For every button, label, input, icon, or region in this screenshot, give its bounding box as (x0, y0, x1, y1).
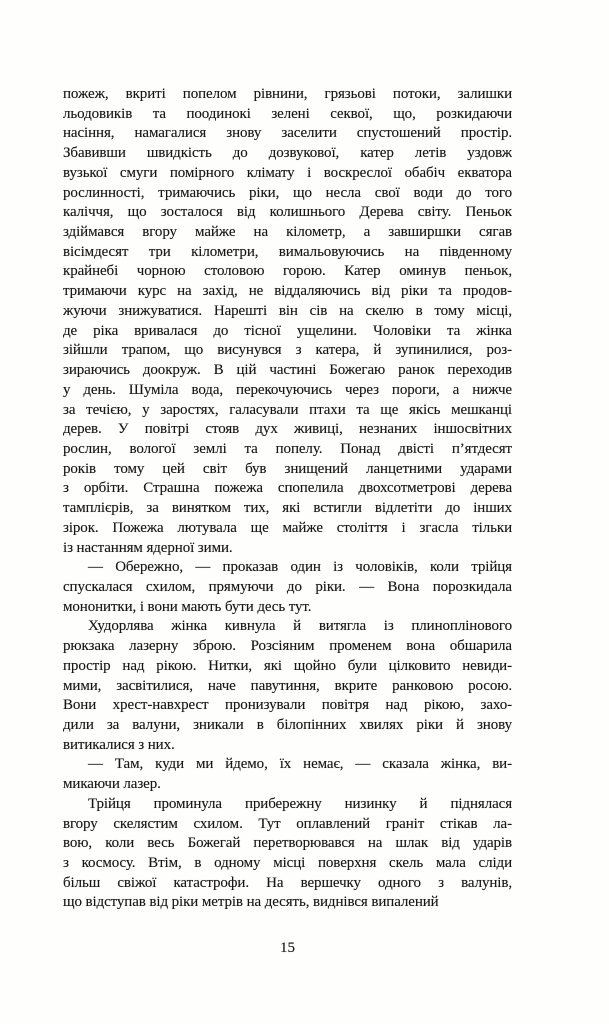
text-line: із настанням ядерної зими. (63, 539, 233, 556)
text-line: зірок. Пожежа лютувала ще майже століття і згасла тільки (63, 519, 512, 536)
text-line: — Там, куди ми йдемо, їх немає, — сказала жінка, ви- (88, 756, 512, 773)
text-line: вою, коли весь Божегай перетворювався на шлак від ударів (63, 835, 512, 852)
page-text-block (63, 85, 512, 913)
text-line: каліччя, що зосталося від колишнього Дерева світу. Пеньок (63, 204, 512, 221)
text-line: спускалася схилом, прямуючи до ріки. — Вона порозкидала (63, 578, 512, 595)
text-line: микаючи лазер. (63, 776, 161, 793)
text-line: льодовиків та поодинокі зелені секвої, що, розкидаючи (63, 105, 512, 122)
text-line: мими, засвітилися, наче павутиння, вкрите ранковою росою. (63, 677, 512, 694)
text-line: років тому цей світ був знищений ланцетними ударами (63, 460, 512, 477)
text-line: насіння, намагалися знову заселити спустошений простір. (63, 125, 512, 142)
text-line: крайнебі чорною столовою горою. Катер оминув пеньок, (63, 263, 512, 280)
text-line: де ріка вривалася до тісної ущелини. Чоловіки та жінка (63, 322, 512, 339)
text-line: дерев. У повітрі стояв дух живиці, незнаних іншосвітних (63, 421, 512, 438)
text-line: Худорлява жінка кивнула й витягла із плиноплінового (88, 618, 512, 635)
text-line: мононитки, і вони мають бути десь тут. (63, 598, 312, 615)
text-line: здіймався вгору майже на кілометр, а завширшки сягав (63, 224, 512, 241)
text-line: Вони хрест-навхрест пронизували повітря над рікою, захо- (63, 697, 512, 714)
text-line: зійшли трапом, що висунувся з катера, й зупинилися, роз- (63, 342, 512, 359)
text-line: вгору скелястим схилом. Тут оплавлений граніт стікав ла- (63, 815, 512, 832)
text-line: рюкзака лазерну зброю. Розсіяним променем вона обшарила (63, 638, 512, 655)
page-number: 15 (280, 940, 295, 956)
text-line: більш свіжої катастрофи. На вершечку одного з валунів, (63, 874, 512, 891)
text-line: пожеж, вкриті попелом рівнини, грязьові потоки, залишки (63, 86, 512, 102)
text-line: рослинності, тримаючись ріки, що несла свої води до того (63, 184, 512, 201)
text-line: жуючи знижуватися. Нарешті він сів на скелю в тому місці, (63, 302, 512, 319)
text-line: зираючись доокруж. В цій частині Божегаю ранок переходив (63, 362, 512, 379)
text-line: — Обережно, — проказав один із чоловіків, коли трійця (88, 559, 512, 576)
text-line: вузької смуги помірного клімату і воскреслої обабіч екватора (63, 164, 512, 181)
text-line: що відступав від ріки метрів на десять, виднівся випалений (63, 894, 439, 911)
text-line: за течією, у заростях, галасували птахи та ще якісь мешканці (63, 401, 512, 418)
text-line: рослин, вологої землі та попелу. Понад двісті п’ятдесят (63, 440, 512, 457)
text-line: Трійця проминула прибережну низинку й піднялася (88, 795, 512, 812)
text-line: тамплієрів, за винятком тих, які встигли відлетіти до інших (63, 500, 512, 517)
text-line: Збавивши швидкість до дозвукової, катер летів уздовж (63, 145, 512, 162)
text-line: вісімдесят три кілометри, вимальовуючись на південному (63, 243, 512, 260)
text-line: дили за валуни, зникали в білопінних хвилях ріки й знову (63, 717, 512, 733)
text-line: з космосу. Втім, в одному місці поверхня скель мала сліди (63, 855, 512, 872)
text-line: з орбіти. Страшна пожежа спопелила двохсотметрові дерева (63, 480, 512, 497)
text-line: простір над рікою. Нитки, які щойно були цілковито невиди- (63, 657, 512, 674)
text-line: у день. Шуміла вода, перекочуючись через пороги, а нижче (63, 381, 512, 398)
text-line: тримаючи курс на захід, не віддаляючись від ріки та продов- (63, 283, 512, 300)
text-line: витикалися з них. (63, 736, 175, 753)
